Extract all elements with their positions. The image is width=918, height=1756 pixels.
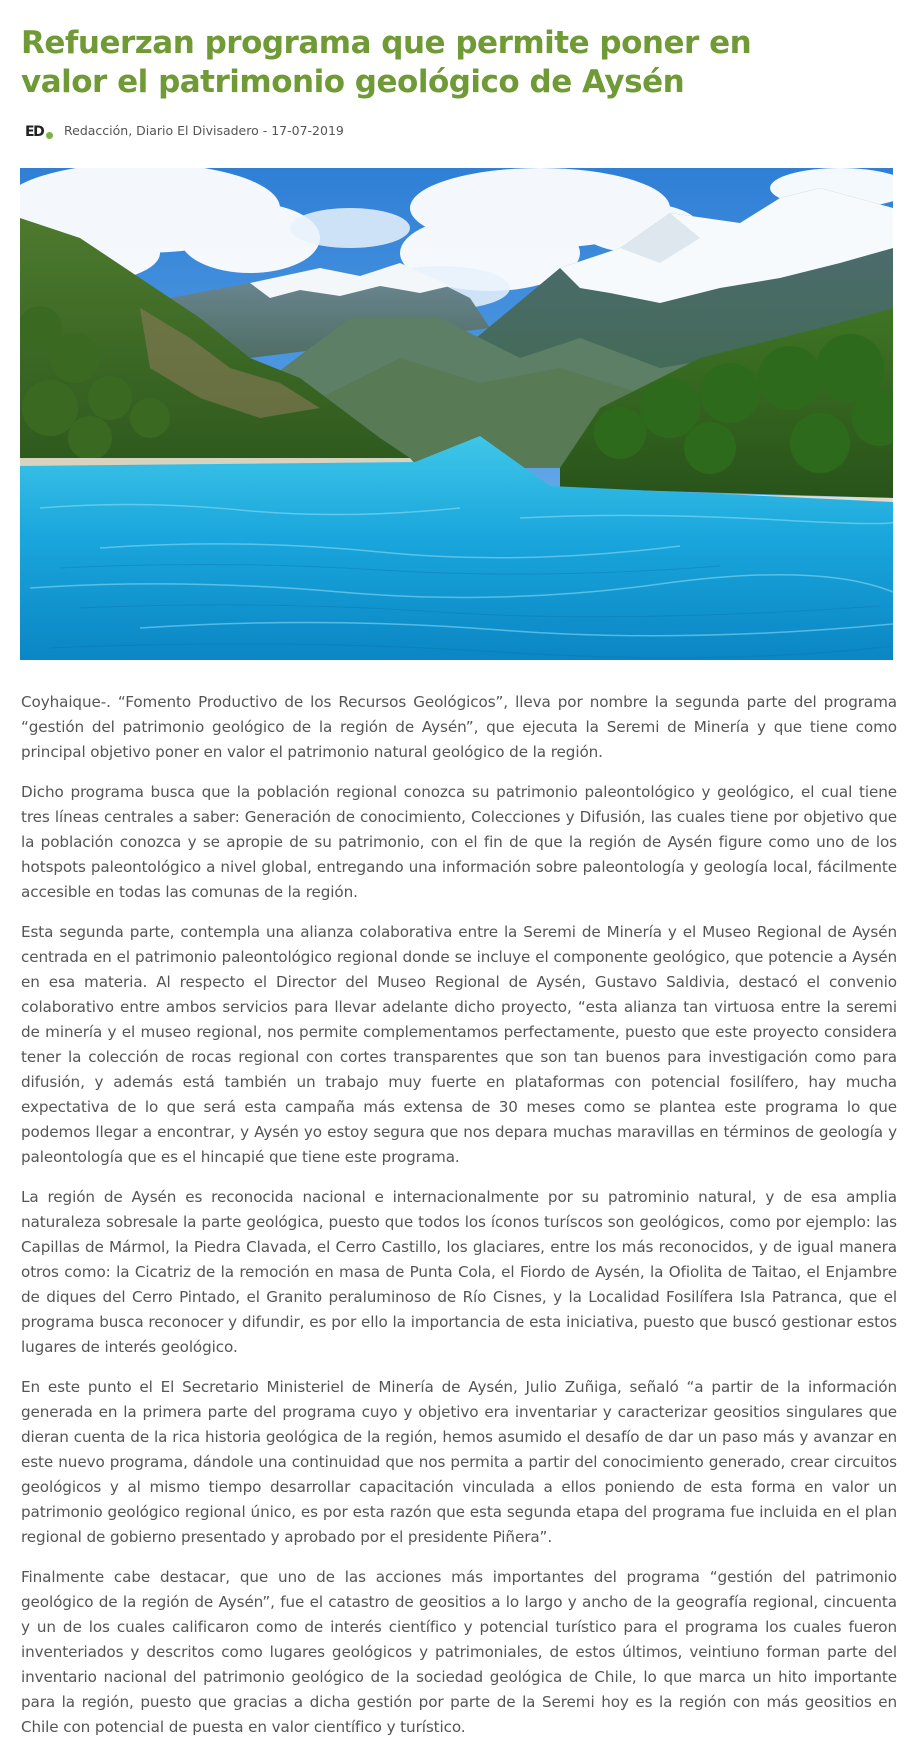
paragraph: La región de Aysén es reconocida nacional e internacionalmente por su patrominio natural, y de esa amplia naturaleza sobresale la parte geológica, puesto que todos los íconos turíscos son geológicos, como por ejemplo: las Capillas de Mármol, la Piedra Clavada, el Cerro Castillo, los glaciares, entre los más reconocidos, y de igual manera otros como: la Cicatriz de la remoción en masa de Punta Cola, el Fiordo de Aysén, la Ofiolita de Taitao, el Enjambre de diques del Cerro Pintado, el Granito peraluminoso de Río Cisnes, y la Localidad Fosilífera Isla Patranca, que el programa busca reconocer y difundir, es por ello la importancia de esta iniciativa, puesto que buscó gestionar estos lugares de interés geológico.: [21, 1188, 897, 1356]
paragraph: Esta segunda parte, contempla una alianza colaborativa entre la Seremi de Minería y el Museo Regional de Aysén centrada en el patrimonio paleontológico regional donde se incluye el componente geológico, que potencie a Aysén en esa materia. Al respecto el Director del Museo Regional de Aysén, Gustavo Saldivia, destacó el convenio colaborativo entre ambos servicios para llevar adelante dicho proyecto, “esta alianza tan virtuosa entre la seremi de minería y el museo regional, nos permite complementamos perfectamente, puesto que este proyecto considera tener la colección de rocas regional con cortes transparentes que son tan buenos para investigación como para difusión, y además está también un trabajo muy fuerte en plataformas con potencial fosilífero, hay mucha expectativa de lo que será esta campaña más extensa de 30 meses como se plantea este programa lo que podemos llegar a encontrar, y Aysén yo estoy segura que nos depara muchas maravillas en términos de geología y paleontología que es el hincapié que tiene este programa.: [21, 923, 897, 1166]
logo-dot: [46, 132, 53, 139]
author-date: Redacción, Diario El Divisadero - 17-07-2019: [64, 122, 344, 138]
article-title: Refuerzan programa que permite poner en valor el patrimonio geológico de Aysén: [21, 25, 752, 100]
article-body: [21, 690, 897, 1740]
article-hero-image: [20, 168, 893, 660]
paragraph: Coyhaique-. “Fomento Productivo de los Recursos Geológicos”, lleva por nombre la segunda parte del programa “gestión del patrimonio geológico de la región de Aysén”, que ejecuta la Seremi de Minería y que tiene como principal objetivo poner en valor el patrimonio natural geológico de la región.: [21, 693, 897, 761]
newspaper-logo-icon: [25, 123, 52, 141]
paragraph: Dicho programa busca que la población regional conozca su patrimonio paleontológico y geológico, el cual tiene tres líneas centrales a saber: Generación de conocimiento, Colecciones y Difusión, las cuales tiene por objetivo que la población conozca y se apropie de su patrimonio, con el fin de que la región de Aysén figure como uno de los hotspots paleontológico a nivel global, entregando una información sobre paleontología y geología local, fácilmente accesible en todas las comunas de la región.: [21, 783, 897, 901]
paragraph: Finalmente cabe destacar, que uno de las acciones más importantes del programa “gestión del patrimonio geológico de la región de Aysén”, fue el catastro de geositios a lo largo y ancho de la geografía regional, cincuenta y un de los cuales calificaron como de interés científico y potencial turístico para el programa los cuales fueron inventeriados y descritos como lugares geológicos y patrimoniales, de estos últimos, veintiuno forman parte del inventario nacional del patrimonio geológico de la sociedad geológica de Chile, lo que marca un hito importante para la región, puesto que gracias a dicha gestión por parte de la Seremi hoy es la región con más geositios en Chile con potencial de puesta en valor científico y turístico.: [21, 1568, 897, 1736]
logo-text: ED: [25, 124, 44, 140]
paragraph: En este punto el El Secretario Ministeriel de Minería de Aysén, Julio Zuñiga, señaló “a partir de la información generada en la primera parte del programa cuyo y objetivo era inventariar y caracterizar geositios singulares que dieran cuenta de la rica historia geológica de la región, hemos asumido el desafío de dar un paso más y avanzar en este nuevo programa, dándole una continuidad que nos permita a partir del conocimiento generado, crear circuitos geológicos y al mismo tiempo desarrollar capacitación vinculada a ellos poniendo de esta forma en valor un patrimonio geológico regional único, es por esta razón que esta segunda etapa del programa fue incluida en el plan regional de gobierno presentado y aprobado por el presidente Piñera”.: [21, 1378, 897, 1546]
byline: [21, 118, 900, 146]
